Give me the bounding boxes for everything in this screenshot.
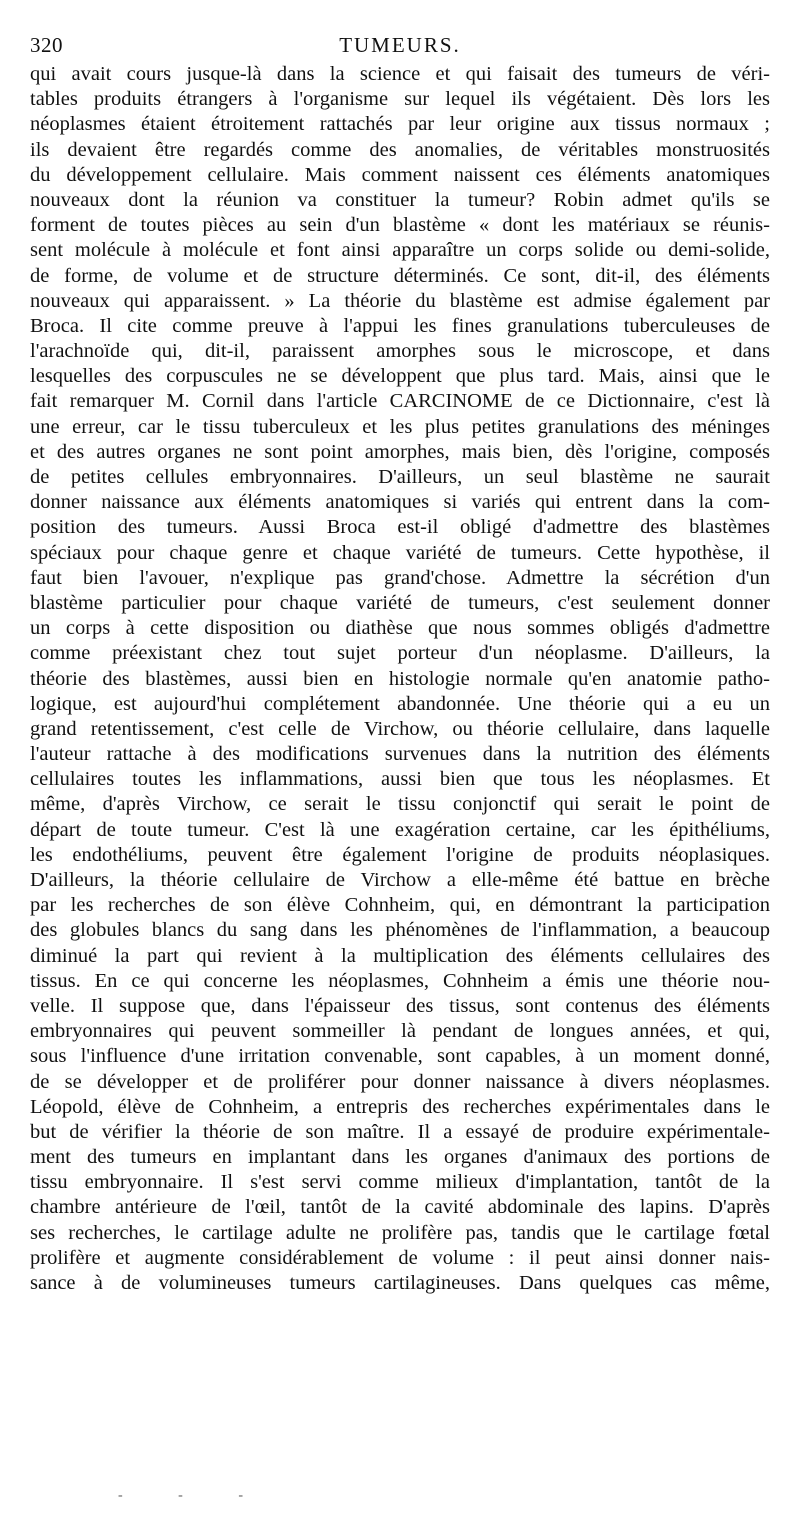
text-line: sent molécule à molécule et font ainsi apparaître un corps solide ou demi-solide,: [30, 239, 770, 262]
text-line: blastème particulier pour chaque variété de tumeurs, c'est seulement donner: [30, 591, 770, 614]
text-line: départ de toute tumeur. C'est là une exagération certaine, car les épithéliums,: [30, 818, 770, 841]
text-line: comme préexistant chez tout sujet porteur d'un néoplasme. D'ailleurs, la: [30, 642, 770, 665]
text-line: tissu embryonnaire. Il s'est servi comme milieux d'implantation, tantôt de la: [30, 1171, 770, 1194]
body-text: [30, 62, 770, 1296]
text-line: tissus. En ce qui concerne les néoplasmes, Cohnheim a émis une théorie nou-: [30, 969, 770, 992]
text-line: ment des tumeurs en implantant dans les organes d'animaux des portions de: [30, 1146, 770, 1169]
text-line: cellulaires toutes les inflammations, aussi bien que tous les néoplasmes. Et: [30, 768, 770, 791]
text-line: faut bien l'avouer, n'explique pas grand'chose. Admettre la sécrétion d'un: [30, 566, 770, 589]
text-line: par les recherches de son élève Cohnheim, qui, en démontrant la participation: [30, 894, 770, 917]
text-line: sance à de volumineuses tumeurs cartilagineuses. Dans quelques cas même,: [30, 1272, 770, 1294]
text-line: embryonnaires qui peuvent sommeiller là pendant de longues années, et qui,: [30, 1020, 770, 1043]
text-line: qui avait cours jusque-là dans la science et qui faisait des tumeurs de véri-: [30, 63, 770, 85]
text-line: même, d'après Virchow, ce serait le tissu conjonctif qui serait le point de: [30, 793, 770, 816]
text-line: les endothéliums, peuvent être également l'origine de produits néoplasiques.: [30, 843, 770, 866]
text-line: prolifère et augmente considérablement de volume : il peut ainsi donner nais-: [30, 1246, 770, 1269]
text-line: tables produits étrangers à l'organisme sur lequel ils végétaient. Dès lors les: [30, 88, 770, 111]
text-line: du développement cellulaire. Mais comment naissent ces éléments anatomiques: [30, 163, 770, 186]
text-line: Léopold, élève de Cohnheim, a entrepris des recherches expérimentales dans le: [30, 1095, 770, 1118]
text-line: logique, est aujourd'hui complétement abandonnée. Une théorie qui a eu un: [30, 692, 770, 715]
text-line: diminué la part qui revient à la multiplication des éléments cellulaires des: [30, 944, 770, 967]
text-line: des globules blancs du sang dans les phénomènes de l'inflammation, a beaucoup: [30, 919, 770, 942]
text-line: velle. Il suppose que, dans l'épaisseur des tissus, sont contenus des éléments: [30, 994, 770, 1017]
text-line: un corps à cette disposition ou diathèse que nous sommes obligés d'admettre: [30, 617, 770, 640]
text-line: grand retentissement, c'est celle de Virchow, ou théorie cellulaire, dans laquelle: [30, 717, 770, 740]
text-line: but de vérifier la théorie de son maître. Il a essayé de produire expérimentale-: [30, 1120, 770, 1143]
text-line: de se développer et de proliférer pour donner naissance à divers néoplasmes.: [30, 1070, 770, 1093]
text-line: position des tumeurs. Aussi Broca est-il obligé d'admettre des blastèmes: [30, 516, 770, 539]
footer-marks: - - -: [118, 1488, 269, 1503]
text-line: l'arachnoïde qui, dit-il, paraissent amorphes sous le microscope, et dans: [30, 340, 770, 363]
text-line: Broca. Il cite comme preuve à l'appui les fines granulations tuberculeuses de: [30, 314, 770, 337]
text-line: ses recherches, le cartilage adulte ne prolifère pas, tandis que le cartilage fœtal: [30, 1221, 770, 1244]
text-line: D'ailleurs, la théorie cellulaire de Virchow a elle-même été battue en brèche: [30, 869, 770, 891]
text-line: forment de toutes pièces au sein d'un blastème « dont les matériaux se réunis-: [30, 214, 770, 237]
document-page: [30, 0, 770, 1524]
text-line: néoplasmes étaient étroitement rattachés par leur origine aux tissus normaux ;: [30, 113, 770, 136]
running-title: TUMEURS.: [339, 33, 461, 57]
text-line: lesquelles des corpuscules ne se développent que plus tard. Mais, ainsi que le: [30, 365, 770, 388]
text-line: de petites cellules embryonnaires. D'ailleurs, un seul blastème ne saurait: [30, 466, 770, 488]
text-line: spéciaux pour chaque genre et chaque variété de tumeurs. Cette hypothèse, il: [30, 541, 770, 564]
text-line: donner naissance aux éléments anatomiques si variés qui entrent dans la com-: [30, 491, 770, 514]
page-number: 320: [30, 33, 63, 57]
text-line: une erreur, car le tissu tuberculeux et les plus petites granulations des méninges: [30, 415, 770, 438]
text-line: sous l'influence d'une irritation convenable, sont capables, à un moment donné,: [30, 1045, 770, 1068]
text-line: nouveaux dont la réunion va constituer la tumeur? Robin admet qu'ils se: [30, 188, 770, 211]
text-line: nouveaux qui apparaissent. » La théorie du blastème est admise également par: [30, 289, 770, 312]
text-line: de forme, de volume et de structure déterminés. Ce sont, dit-il, des éléments: [30, 264, 770, 287]
page-header: [30, 33, 770, 59]
text-line: chambre antérieure de l'œil, tantôt de la cavité abdominale des lapins. D'après: [30, 1196, 770, 1219]
text-line: et des autres organes ne sont point amorphes, mais bien, dès l'origine, composés: [30, 440, 770, 463]
text-line: l'auteur rattache à des modifications survenues dans la nutrition des éléments: [30, 743, 770, 766]
text-line: ils devaient être regardés comme des anomalies, de véritables monstruosités: [30, 138, 770, 161]
text-line: théorie des blastèmes, aussi bien en histologie normale qu'en anatomie patho-: [30, 667, 770, 690]
text-line: fait remarquer M. Cornil dans l'article CARCINOME de ce Dictionnaire, c'est là: [30, 390, 770, 413]
